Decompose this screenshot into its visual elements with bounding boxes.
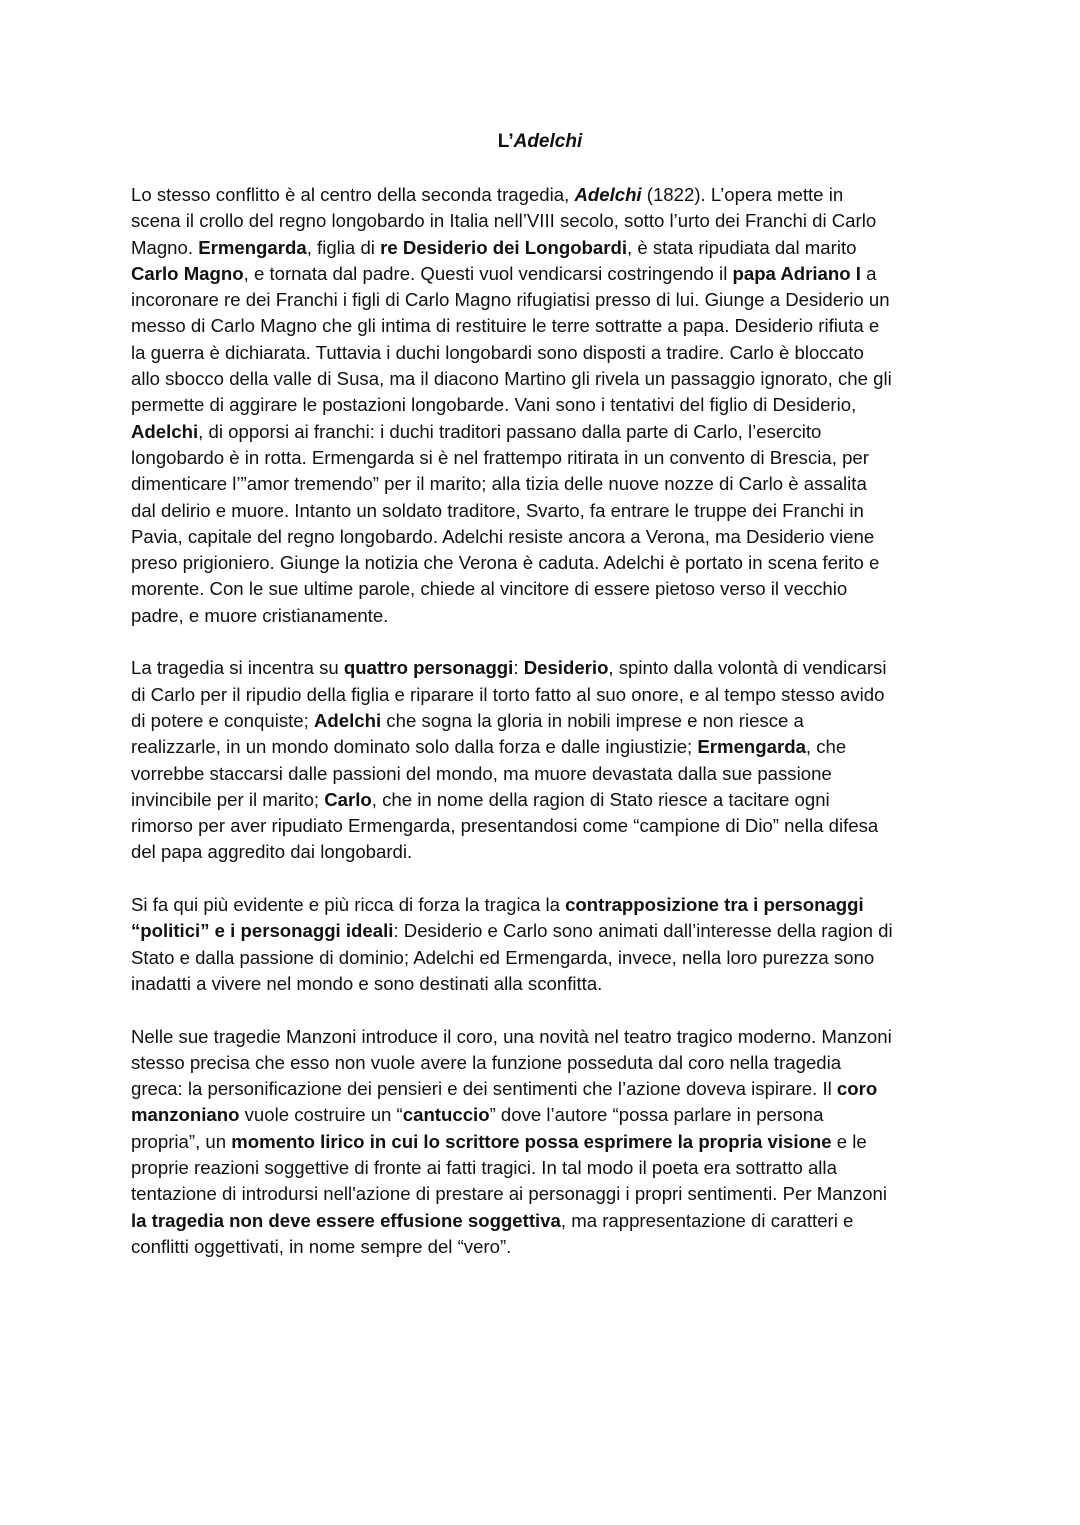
- text-line: [131, 761, 961, 787]
- text-run: dal delirio e muore. Intanto un soldato traditore, Svarto, fa entrare le truppe dei Franchi in: [131, 499, 864, 521]
- text-line: [131, 445, 961, 471]
- emphasis-text: Carlo Magno: [131, 262, 244, 284]
- text-line: [131, 261, 961, 287]
- text-line: [131, 550, 961, 576]
- text-line: [131, 392, 961, 418]
- text-run: Lo stesso conflitto è al centro della seconda tragedia,: [131, 184, 575, 205]
- document-body: [131, 182, 961, 1286]
- text-line: [131, 734, 961, 760]
- text-run: vorrebbe staccarsi dalle passioni del mondo, ma muore devastata dalla sue passione: [131, 762, 832, 784]
- text-run: conflitti oggettivati, in nome sempre del “vero”.: [131, 1235, 512, 1257]
- paragraph: [131, 182, 961, 629]
- emphasis-text: cantuccio: [402, 1104, 490, 1126]
- document-title: [0, 131, 1080, 153]
- text-run: Pavia, capitale del regno longobardo. Adelchi resiste ancora a Verona, ma Desiderio viene: [131, 525, 875, 547]
- text-run: Nelle sue tragedie Manzoni introduce il coro, una novità nel teatro tragico moderno. Manzoni: [131, 1025, 892, 1047]
- text-run: padre, e muore cristianamente.: [131, 604, 389, 626]
- text-line: [131, 1234, 961, 1260]
- emphasis-text: Adelchi: [131, 420, 199, 442]
- text-line: [131, 1076, 961, 1102]
- text-line: [131, 1181, 961, 1207]
- emphasis-text: quattro personaggi: [343, 657, 514, 679]
- title-prefix: L’: [497, 131, 514, 152]
- emphasis-text: Adelchi: [313, 709, 382, 731]
- text-line: [131, 366, 961, 392]
- text-run: : Desiderio e Carlo sono animati dall’interesse della ragion di: [393, 920, 893, 942]
- text-run: del papa aggredito dai longobardi.: [131, 841, 413, 863]
- text-run: greca: la personificazione dei pensieri e dei sentimenti che l’azione doveva ispirare. Il: [131, 1078, 837, 1100]
- text-line: [131, 419, 961, 445]
- paragraph: [131, 655, 961, 865]
- text-line: [131, 313, 961, 339]
- text-run: preso prigioniero. Giunge la notizia che Verona è caduta. Adelchi è portato in scena ferito e: [131, 552, 880, 574]
- text-line: [131, 892, 961, 918]
- text-run: Magno.: [131, 236, 199, 258]
- text-run: La tragedia si incentra su: [131, 657, 344, 679]
- text-run: , ma rappresentazione di caratteri e: [560, 1209, 854, 1231]
- text-run: ” dove l’autore “possa parlare in persona: [489, 1104, 824, 1126]
- text-run: dimenticare l’”amor tremendo” per il marito; alla tizia delle nuove nozze di Carlo è assalita: [131, 473, 867, 495]
- emphasis-text: contrapposizione tra i personaggi: [565, 894, 864, 916]
- text-line: [131, 498, 961, 524]
- text-run: (1822). L’opera mette in: [641, 184, 844, 205]
- text-line: [131, 1024, 961, 1050]
- text-line: [131, 813, 961, 839]
- emphasis-text: la tragedia non deve essere effusione soggettiva: [131, 1209, 561, 1231]
- emphasis-text: re Desiderio dei Longobardi: [380, 236, 628, 258]
- text-line: [131, 971, 961, 997]
- text-line: [131, 603, 961, 629]
- text-run: morente. Con le sue ultime parole, chiede al vincitore di essere pietoso verso il vecchio: [131, 578, 848, 600]
- text-run: di Carlo per il ripudio della figlia e riparare il torto fatto al suo onore, e al tempo stesso avido: [131, 683, 885, 705]
- text-line: [131, 945, 961, 971]
- text-run: propria”, un: [131, 1130, 232, 1152]
- text-run: vuole costruire un “: [239, 1104, 403, 1126]
- text-run: scena il crollo del regno longobardo in Italia nell’VIII secolo, sotto l’urto dei Franchi di Carlo: [131, 210, 877, 232]
- text-run: permette di aggirare le postazioni longobarde. Vani sono i tentativi del figlio di Desiderio,: [131, 394, 857, 416]
- text-run: tentazione di introdursi nell'azione di prestare ai personaggi i propri sentimenti. Per Manzoni: [131, 1183, 887, 1205]
- text-line: [131, 708, 961, 734]
- text-line: [131, 839, 961, 865]
- emphasis-text: Ermengarda: [198, 236, 307, 258]
- text-run: la guerra è dichiarata. Tuttavia i duchi longobardi sono disposti a tradire. Carlo è bloccato: [131, 341, 864, 363]
- text-line: [131, 471, 961, 497]
- text-line: [131, 1050, 961, 1076]
- text-line: [131, 1102, 961, 1128]
- emphasis-text: Carlo: [324, 788, 372, 810]
- text-run: messo di Carlo Magno che gli intima di restituire le terre sottratte a papa. Desiderio rifiuta e: [131, 315, 880, 337]
- text-run: invincibile per il marito;: [131, 788, 325, 810]
- text-run: Si fa qui più evidente e più ricca di forza la tragica la: [131, 894, 566, 916]
- text-line: [131, 787, 961, 813]
- text-run: a: [860, 262, 877, 284]
- emphasis-text: “politici” e i personaggi ideali: [131, 920, 394, 942]
- text-run: :: [513, 657, 524, 679]
- paragraph: [131, 892, 961, 997]
- text-line: [131, 235, 961, 261]
- text-line: [131, 682, 961, 708]
- text-line: [131, 1129, 961, 1155]
- text-run: realizzarle, in un mondo dominato solo dalla forza e dalle ingiustizie;: [131, 736, 698, 758]
- text-line: [131, 524, 961, 550]
- text-line: [131, 1155, 961, 1181]
- emphasis-text: coro: [836, 1078, 878, 1100]
- text-run: , figlia di: [306, 236, 381, 258]
- text-run: proprie reazioni soggettive di fronte ai fatti tragici. In tal modo il poeta era sottratto alla: [131, 1156, 837, 1178]
- emphasis-text: Desiderio: [523, 657, 609, 679]
- text-run: , che: [805, 736, 847, 758]
- text-line: [131, 182, 961, 208]
- text-line: [131, 208, 961, 234]
- text-run: allo sbocco della valle di Susa, ma il diacono Martino gli rivela un passaggio ignorato, che gli: [131, 368, 892, 390]
- text-run: , è stata ripudiata dal marito: [627, 236, 857, 258]
- emphasis-text: papa Adriano I: [732, 262, 861, 284]
- text-line: [131, 1208, 961, 1234]
- text-run: e le: [831, 1130, 867, 1152]
- text-run: di potere e conquiste;: [131, 709, 314, 731]
- paragraph: [131, 1024, 961, 1261]
- text-run: inadatti a vivere nel mondo e sono destinati alla sconfitta.: [131, 972, 603, 994]
- text-run: stesso precisa che esso non vuole avere la funzione posseduta dal coro nella tragedia: [131, 1051, 842, 1073]
- emphasis-text: Adelchi: [574, 184, 642, 205]
- text-run: rimorso per aver ripudiato Ermengarda, presentandosi come “campione di Dio” nella difesa: [131, 815, 879, 837]
- title-italic: Adelchi: [513, 131, 583, 152]
- emphasis-text: Ermengarda: [697, 736, 806, 758]
- emphasis-text: momento lirico in cui lo scrittore possa esprimere la propria visione: [231, 1130, 832, 1152]
- text-line: [131, 655, 961, 681]
- text-line: [131, 576, 961, 602]
- text-line: [131, 287, 961, 313]
- text-run: Stato e dalla passione di dominio; Adelchi ed Ermengarda, invece, nella loro purezza sono: [131, 946, 875, 968]
- text-run: longobardo è in rotta. Ermengarda si è nel frattempo ritirata in un convento di Brescia, per: [131, 446, 869, 468]
- text-run: , che in nome della ragion di Stato riesce a tacitare ogni: [371, 788, 830, 810]
- text-run: , spinto dalla volontà di vendicarsi: [608, 657, 887, 679]
- emphasis-text: manzoniano: [131, 1104, 240, 1126]
- text-run: che sogna la gloria in nobili imprese e non riesce a: [381, 709, 804, 731]
- text-run: , di opporsi ai franchi: i duchi traditori passano dalla parte di Carlo, l’esercito: [198, 420, 822, 442]
- text-line: [131, 918, 961, 944]
- text-line: [131, 340, 961, 366]
- text-run: , e tornata dal padre. Questi vuol vendicarsi costringendo il: [243, 262, 733, 284]
- text-run: incoronare re dei Franchi i figli di Carlo Magno rifugiatisi presso di lui. Giunge a Desiderio un: [131, 289, 890, 311]
